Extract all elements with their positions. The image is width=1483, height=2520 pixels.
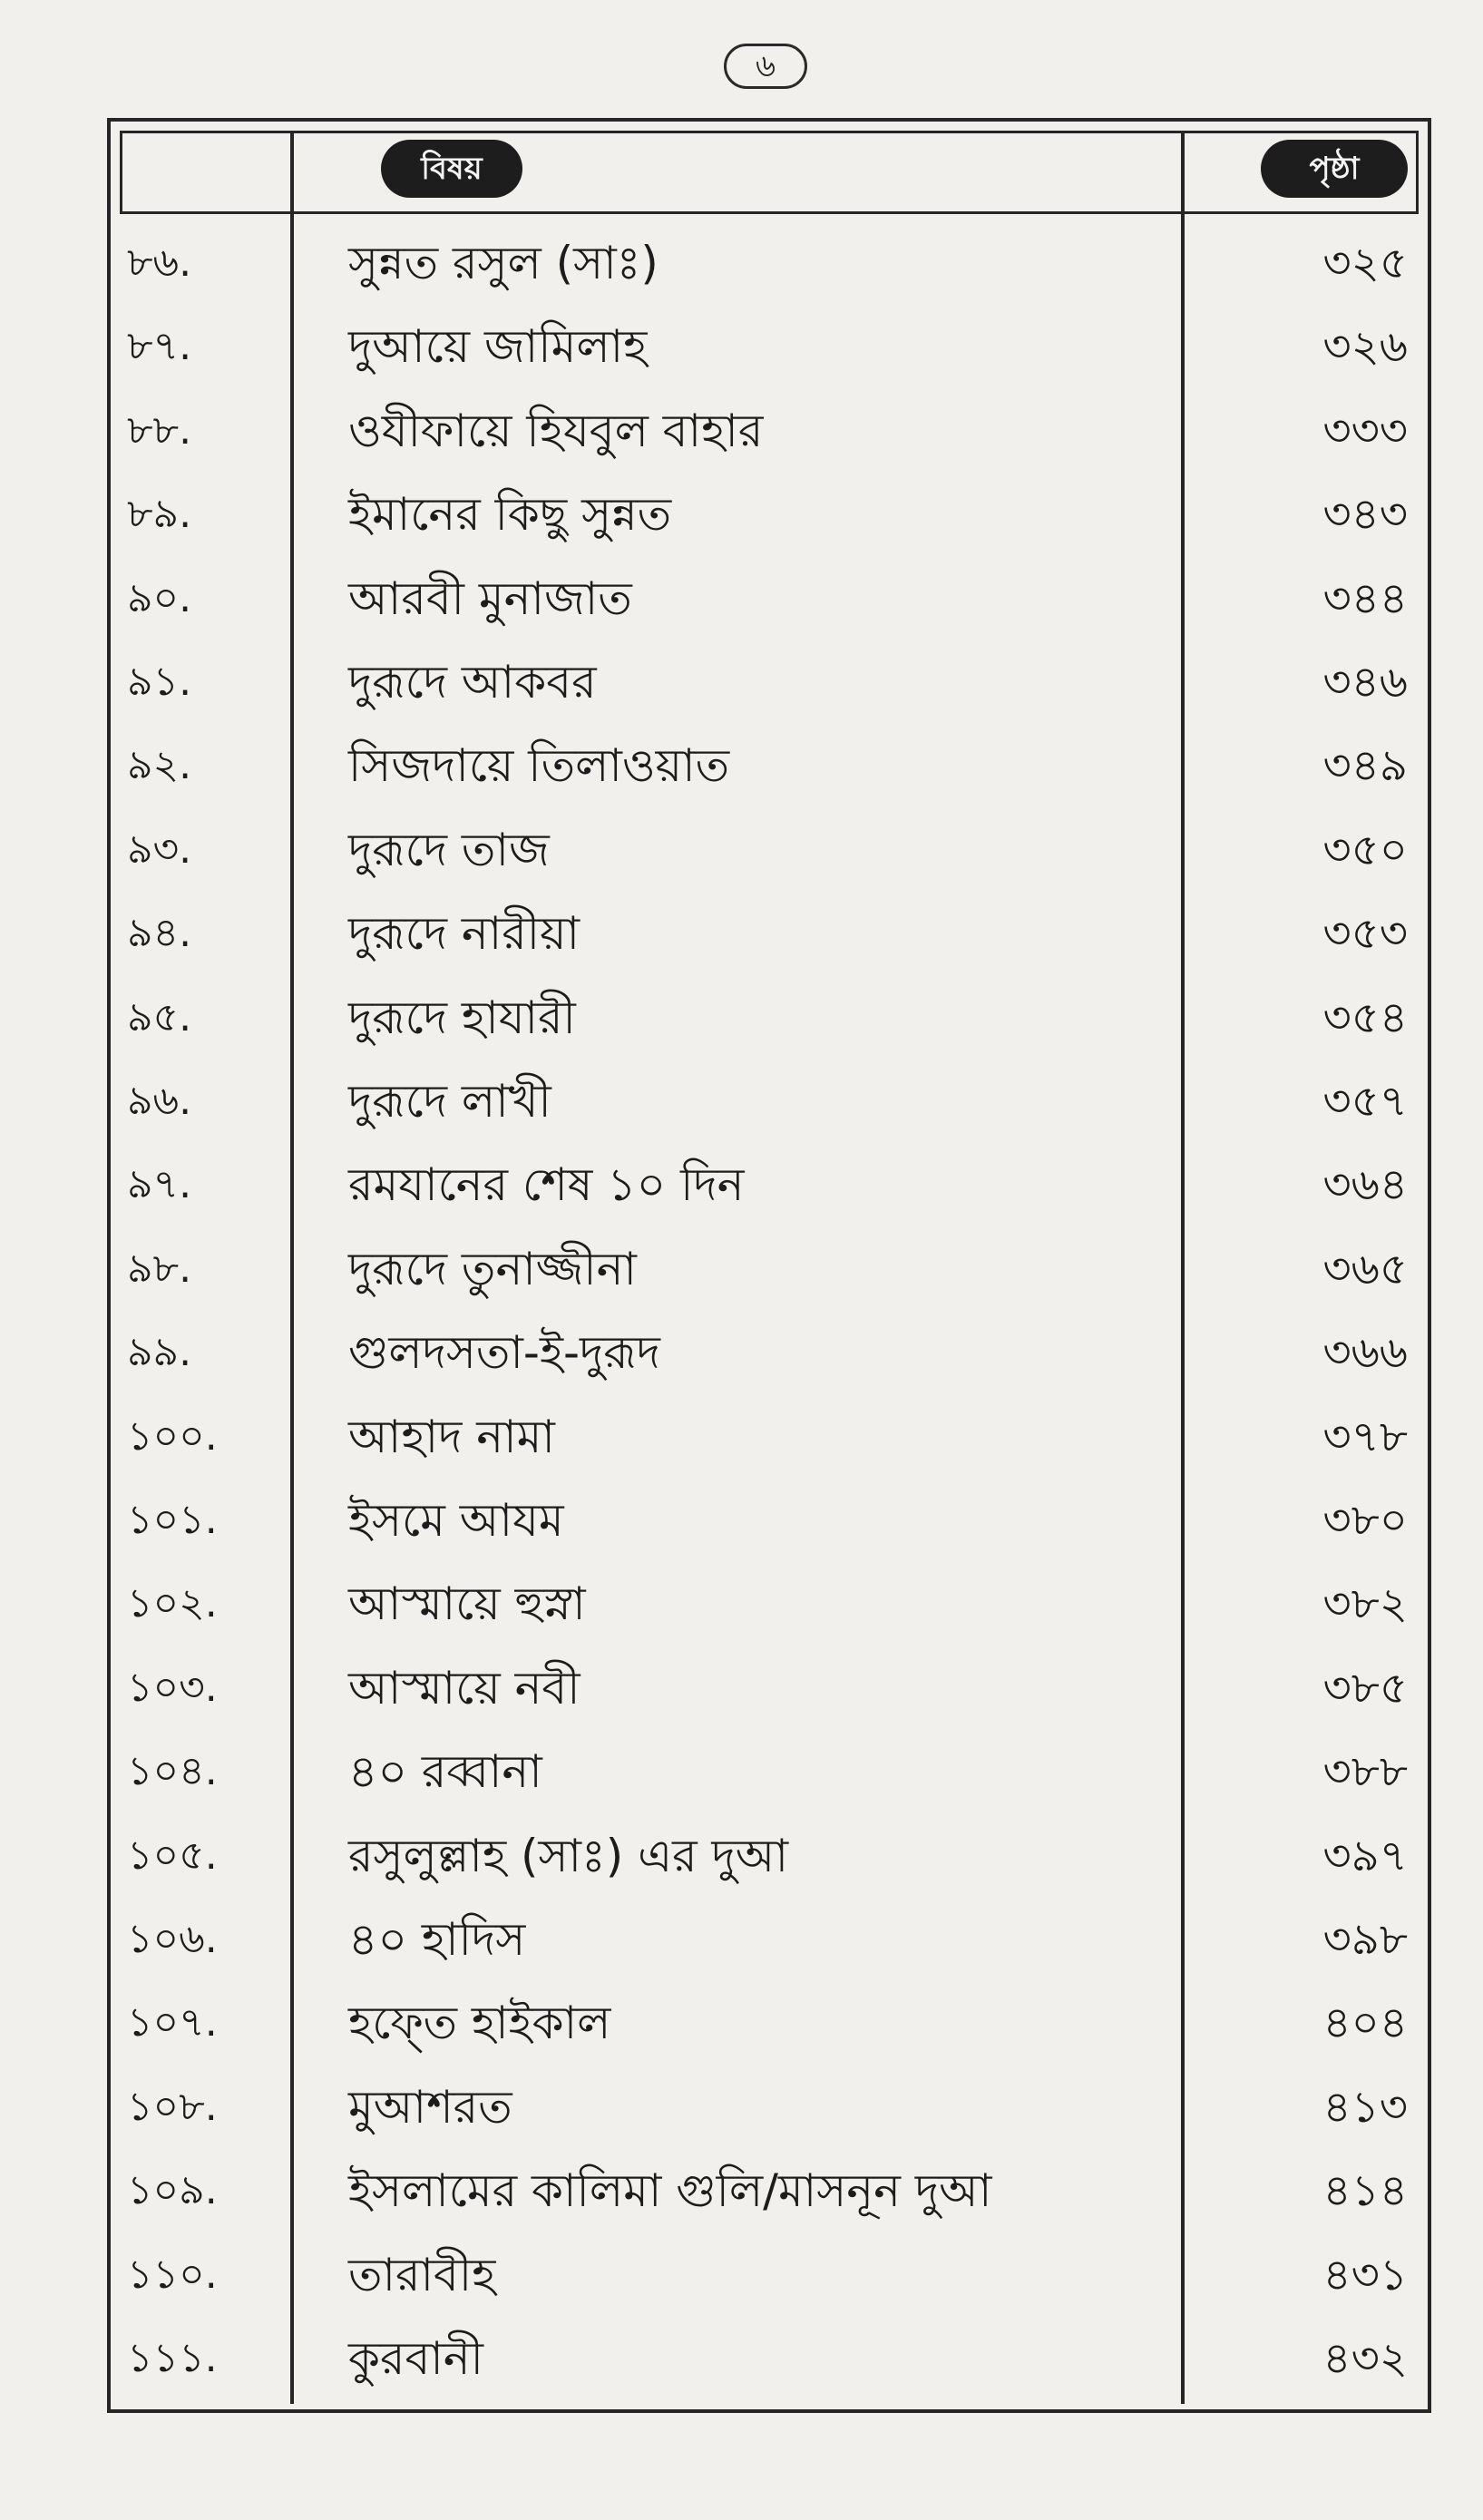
entry-page: ৩৮২ (1322, 1578, 1408, 1630)
entry-title: ইমানের কিছু সুন্নত (348, 488, 672, 542)
entry-page: ৩২৫ (1322, 238, 1408, 288)
entry-title: গুলদসতা-ই-দুরূদ (348, 1326, 660, 1380)
entry-number: ১০৩. (127, 1664, 218, 1711)
entry-title: ওযীফায়ে হিযবুল বাহার (348, 404, 764, 457)
subject-header: বিষয় (381, 140, 522, 198)
table-row (111, 1898, 1428, 1981)
entry-title: দুরূদে লাখী (348, 1075, 551, 1128)
entry-title: আস্মায়ে হুস্না (348, 1577, 586, 1631)
entry-title: ৪০ রব্বানা (348, 1745, 542, 1799)
entry-page: ৩৬৪ (1322, 1159, 1408, 1211)
entry-title: সুন্নত রসুল (সাঃ) (348, 237, 659, 289)
table-row (111, 1060, 1428, 1143)
entry-page: ৩৬৬ (1322, 1327, 1408, 1379)
entry-title: হফ্তে হাইকাল (348, 1997, 611, 2050)
entry-number: ৯২. (127, 742, 192, 789)
table-row (111, 640, 1428, 724)
table-row (111, 557, 1428, 640)
entry-title: সিজদায়ে তিলাওয়াত (348, 739, 730, 793)
entry-number: ৮৮. (127, 406, 192, 454)
entry-number: ৯৭. (127, 1161, 192, 1208)
entry-title: মুআশরত (348, 2080, 512, 2134)
table-row (111, 976, 1428, 1060)
entry-page: ৩৫৭ (1322, 1076, 1408, 1127)
entry-title: দুরূদে তাজ (348, 823, 550, 876)
entry-page: ৪০৪ (1322, 1997, 1408, 2049)
entry-title: দুরূদে আকবর (348, 656, 597, 708)
entry-number: ৮৬. (127, 239, 192, 286)
table-row (111, 1814, 1428, 1898)
entry-title: আস্মায়ে নবী (348, 1661, 581, 1714)
entry-number: ৯৬. (127, 1078, 192, 1124)
entry-number: ১০২. (127, 1580, 218, 1627)
entry-title: রসুলুল্লাহ (সাঃ) এর দুআ (348, 1829, 789, 1882)
entry-title: তারাবীহ (348, 2248, 496, 2301)
entry-page: ৩৯৭ (1322, 1830, 1408, 1881)
entry-title: কুরবানী (348, 2332, 483, 2385)
entry-title: দুরূদে তুনাজ্জীনা (348, 1242, 637, 1295)
entry-page: ৩৯৮ (1322, 1914, 1408, 1965)
entry-number: ১০৭. (127, 1999, 218, 2046)
entry-title: দুআয়ে জামিলাহ (348, 320, 648, 374)
page-header: পৃষ্ঠা (1261, 140, 1408, 198)
entry-page: ৪৩১ (1322, 2249, 1408, 2300)
entry-page: ৩৪৩ (1322, 489, 1408, 541)
table-row (111, 808, 1428, 892)
entry-number: ১১০. (127, 2251, 218, 2298)
entry-number: ৯০. (127, 574, 192, 621)
entry-number: ১০০. (127, 1412, 218, 1460)
entry-page: ৪১৩ (1322, 2081, 1408, 2133)
entry-page: ৩৮৮ (1322, 1746, 1408, 1798)
entry-number: ১০৪. (127, 1748, 218, 1795)
entry-page: ৩৩৩ (1322, 405, 1408, 456)
entry-number: ৯৯. (127, 1329, 192, 1376)
entry-title: ৪০ হাদিস (348, 1913, 526, 1966)
entry-number: ১০১. (127, 1497, 218, 1543)
entry-number: ১০৮. (127, 2083, 218, 2130)
entry-page: ৩৮০ (1322, 1495, 1408, 1546)
entry-number: ৯৮. (127, 1245, 192, 1292)
table-row (111, 1143, 1428, 1226)
entry-title: রমযানের শেষ ১০ দিন (348, 1158, 745, 1212)
table-row (111, 473, 1428, 556)
entry-number: ৯৩. (127, 825, 192, 873)
entry-number: ১০৬. (127, 1916, 218, 1962)
entry-title: দুরূদে নারীয়া (348, 907, 581, 961)
entry-number: ১০৫. (127, 1831, 218, 1879)
table-row (111, 1981, 1428, 2065)
entry-page: ৩৫০ (1322, 824, 1408, 875)
contents-table (107, 118, 1431, 2413)
table-row (111, 892, 1428, 975)
table-row (111, 389, 1428, 473)
entry-title: আরবী মুনাজাত (348, 571, 632, 625)
entry-title: ইসলামের কালিমা গুলি/মাসনূন দুআ (348, 2164, 992, 2218)
entry-title: ইসমে আযম (348, 1494, 564, 1547)
table-row (111, 221, 1428, 305)
table-row (111, 2066, 1428, 2149)
entry-page: ৩৪৪ (1322, 572, 1408, 624)
entry-page: ৩৬৫ (1322, 1243, 1408, 1294)
page-number: ৬ (724, 44, 807, 89)
table-row (111, 1395, 1428, 1479)
table-row (111, 1227, 1428, 1311)
entry-number: ৯৪. (127, 910, 192, 957)
entry-page: ৩৪৬ (1322, 657, 1408, 708)
table-row (111, 1479, 1428, 1562)
entry-number: ৯৫. (127, 993, 192, 1040)
table-row (111, 724, 1428, 807)
entry-number: ৯১. (127, 659, 192, 705)
table-row (111, 1311, 1428, 1394)
table-row (111, 1730, 1428, 1813)
entry-number: ১০৯. (127, 2167, 218, 2214)
entry-number: ৮৯. (127, 491, 192, 538)
entry-page: ৩৭৮ (1322, 1411, 1408, 1462)
table-row (111, 305, 1428, 388)
table-row (111, 2317, 1428, 2400)
entry-page: ৪৩২ (1322, 2333, 1408, 2384)
table-row (111, 1562, 1428, 1646)
entry-page: ৪১৪ (1322, 2165, 1408, 2217)
entry-title: আহাদ নামা (348, 1410, 555, 1463)
entry-number: ৮৭. (127, 323, 192, 370)
entry-page: ৩৫৪ (1322, 991, 1408, 1043)
table-row (111, 2233, 1428, 2317)
entry-page: ৩৪৯ (1322, 740, 1408, 792)
entry-page: ৩২৬ (1322, 321, 1408, 373)
table-row (111, 1646, 1428, 1730)
entry-page: ৩৫৩ (1322, 908, 1408, 960)
entry-number: ১১১. (127, 2335, 218, 2381)
table-header (120, 131, 1419, 214)
entry-page: ৩৮৫ (1322, 1662, 1408, 1714)
entry-title: দুরূদে হাযারী (348, 991, 576, 1044)
table-row (111, 2149, 1428, 2232)
